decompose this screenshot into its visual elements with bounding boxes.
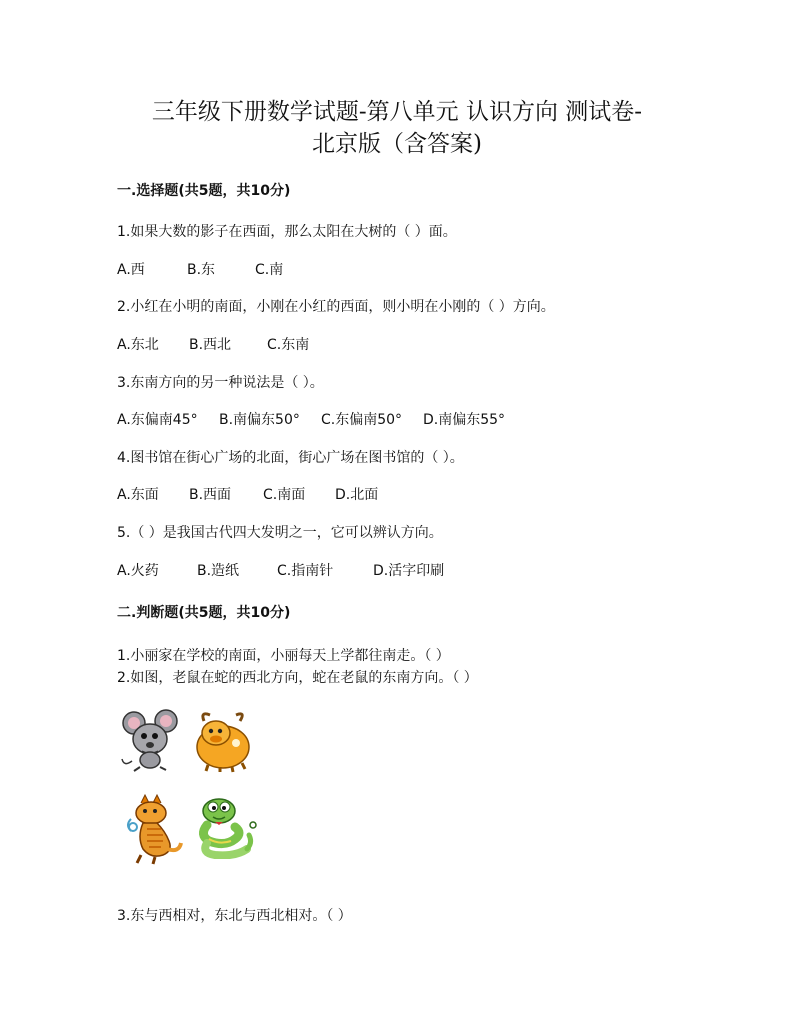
option: A.火药 <box>117 563 159 579</box>
option: A.东偏南45° <box>117 412 198 428</box>
option: D.南偏东55° <box>423 412 506 428</box>
mouse-icon <box>120 707 182 773</box>
question-2: 2.小红在小明的南面，小刚在小红的西面，则小明在小刚的（ ）方向。 <box>117 299 555 315</box>
option: A.东北 <box>117 337 159 353</box>
option: C.东偏南50° <box>321 412 403 428</box>
question-5: 5.（ ）是我国古代四大发明之一，它可以辨认方向。 <box>117 525 443 541</box>
snake-icon <box>195 795 259 859</box>
option: D.北面 <box>335 487 379 503</box>
page-title-line1: 三年级下册数学试题-第八单元 认识方向 测试卷- <box>151 99 643 125</box>
page-title-line2: 北京版（含答案) <box>312 131 482 157</box>
option: B.东 <box>187 262 216 278</box>
option: B.造纸 <box>197 563 240 579</box>
options-1 <box>117 259 283 279</box>
options-2 <box>117 334 309 354</box>
judge-question-1: 1.小丽家在学校的南面，小丽每天上学都往南走。（ ） <box>117 648 450 664</box>
section-heading-choice: 一.选择题(共5题，共10分) <box>117 183 291 199</box>
question-4: 4.图书馆在街心广场的北面，街心广场在图书馆的（ ）。 <box>117 450 464 466</box>
options-5 <box>117 560 444 580</box>
section-heading-judge: 二.判断题(共5题，共10分) <box>117 605 291 621</box>
options-3 <box>117 409 505 429</box>
judge-question-2: 2.如图，老鼠在蛇的西北方向，蛇在老鼠的东南方向。（ ） <box>117 670 478 686</box>
judge-question-3: 3.东与西相对，东北与西北相对。（ ） <box>117 908 352 924</box>
option: D.活字印刷 <box>373 563 445 579</box>
option: B.西北 <box>189 337 232 353</box>
option: C.南 <box>255 262 284 278</box>
option: C.南面 <box>263 487 306 503</box>
option: B.西面 <box>189 487 232 503</box>
option: B.南偏东50° <box>219 412 300 428</box>
option: C.指南针 <box>277 563 334 579</box>
question-1: 1.如果大数的影子在西面，那么太阳在大树的（ ）面。 <box>117 224 457 240</box>
option: A.东面 <box>117 487 159 503</box>
dragon-icon <box>123 793 185 865</box>
ox-icon <box>190 707 256 773</box>
options-4 <box>117 484 378 504</box>
option: C.东南 <box>267 337 310 353</box>
option: A.西 <box>117 262 145 278</box>
question-3: 3.东南方向的另一种说法是（ ）。 <box>117 375 324 391</box>
